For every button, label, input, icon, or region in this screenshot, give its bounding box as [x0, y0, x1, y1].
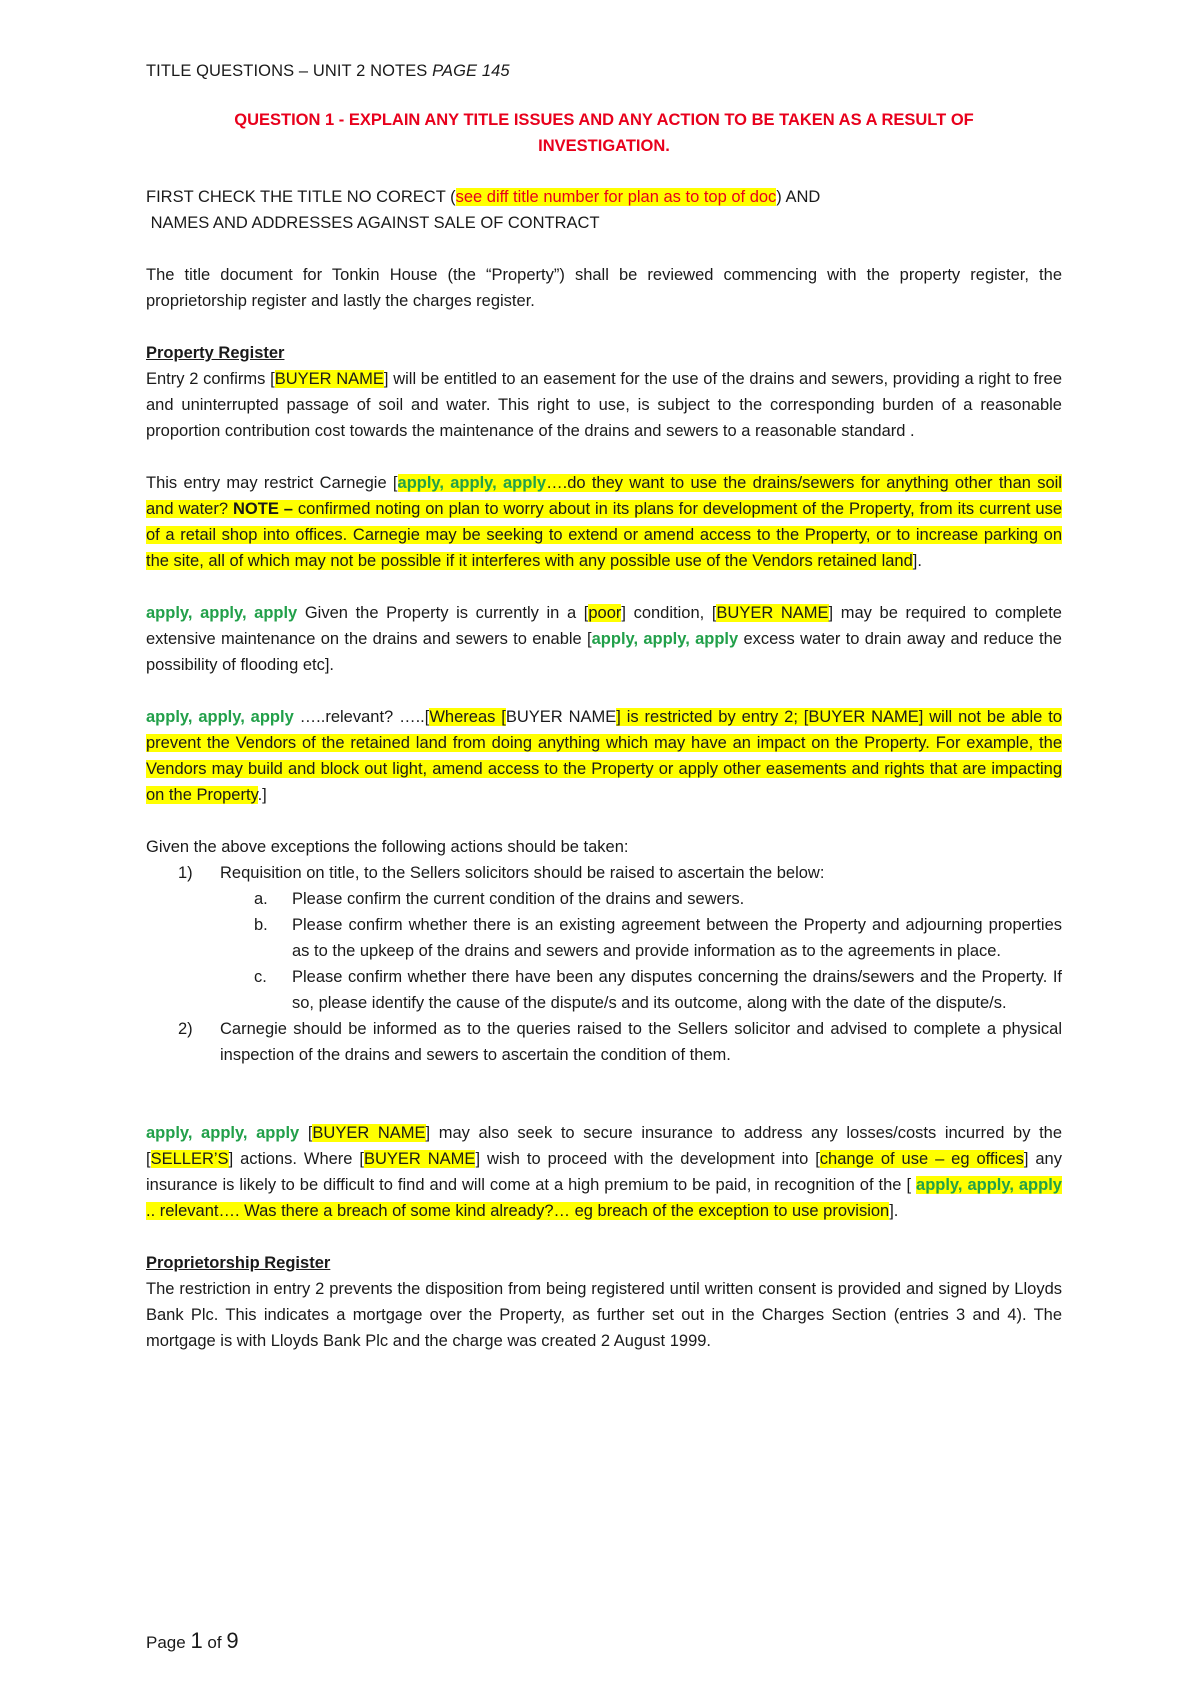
apply-marker: apply, apply, apply: [146, 1124, 300, 1142]
buyer-name-placeholder: BUYER NAME: [274, 370, 384, 388]
footer-page-total: 9: [226, 1628, 239, 1653]
property-register-paragraph-1: [146, 366, 1062, 444]
text-run: Entry 2 confirms [: [146, 370, 275, 388]
property-register-paragraph-4: [146, 704, 1062, 808]
buyer-name-placeholder: BUYER NAME: [716, 604, 829, 622]
highlighted-text: confirmed noting on plan to worry about in its plans for development of the Property, from its current use of a retail shop into offices. Carnegie may be seeking to extend or amend access to the Property, or to increase parking on the site, all of which may not be possible if it interferes with any possible use of the Vendors retained land: [146, 500, 1062, 570]
check-note: see diff title number for plan as to top of doc: [455, 188, 777, 206]
buyer-name-placeholder: BUYER NAME: [312, 1124, 426, 1142]
text-run: ] condition, [: [621, 604, 717, 622]
proprietorship-register-heading: Proprietorship Register: [146, 1254, 331, 1272]
requisition-text: Please confirm the current condition of the drains and sewers.: [292, 890, 745, 908]
page-footer: [146, 1628, 239, 1654]
property-register-paragraph-5: [146, 1120, 1062, 1224]
text-run: …..relevant? …..[: [293, 708, 430, 726]
seller-placeholder: SELLER’S: [150, 1150, 229, 1168]
action-item-1: [146, 860, 1062, 1016]
note-label: NOTE –: [232, 500, 293, 518]
condition-placeholder: poor: [588, 604, 622, 622]
actions-intro: Given the above exceptions the following actions should be taken:: [146, 838, 629, 856]
action-item-2: [146, 1016, 1062, 1068]
action-text: Requisition on title, to the Sellers solicitors should be raised to ascertain the below:: [220, 864, 825, 882]
header-title: TITLE QUESTIONS – UNIT 2 NOTES: [146, 62, 433, 80]
text-run: ].: [889, 1202, 899, 1220]
text-run: ] any insurance is likely to be difficult to find and will come at a high premium to be paid, in recognition of the [: [146, 1150, 1062, 1194]
text-run: [: [299, 1124, 313, 1142]
actions-list: [146, 860, 1062, 1068]
property-register-paragraph-3: [146, 600, 1062, 678]
names-check-line: NAMES AND ADDRESSES AGAINST SALE OF CONTRACT: [146, 214, 600, 232]
text-run: ].: [912, 552, 922, 570]
text-run: ] will be entitled to an easement for the use of the drains and sewers, providing a right to free and uninterrupted passage of soil and water. This right to use, is subject to the corresponding burden of a reasonable proportion contribution cost towards the maintenance of the drains and sewers to a reasonable standard .: [146, 370, 1062, 440]
requisition-item-b: [220, 912, 1062, 964]
highlighted-text: Whereas [: [429, 708, 506, 726]
buyer-name-placeholder: BUYER NAME: [505, 708, 617, 726]
text-run: ] may also seek to secure insurance to address any losses/costs incurred by the [: [146, 1124, 1063, 1168]
apply-marker: apply, apply, apply: [916, 1176, 1062, 1194]
text-run: Given the Property is currently in a [: [297, 604, 589, 622]
page-header: [146, 58, 1062, 84]
text-run: ] wish to proceed with the development into [: [475, 1150, 820, 1168]
header-page-ref: PAGE 145: [432, 62, 510, 80]
apply-marker: apply, apply, apply: [146, 708, 294, 726]
text-run: .]: [257, 786, 267, 804]
title-check-line: [146, 184, 1062, 210]
highlighted-text: ….do they want to use the drains/sewers for anything other than soil and water?: [146, 474, 1062, 518]
intro-paragraph: The title document for Tonkin House (the “Property”) shall be reviewed commencing with the property register, the proprietorship register and lastly the charges register.: [146, 266, 1062, 310]
list-marker: 1): [178, 864, 193, 882]
action-text: Carnegie should be informed as to the queries raised to the Sellers solicitor and advised to complete a physical inspection of the drains and sewers to ascertain the condition of them.: [220, 1020, 1062, 1064]
text-run: excess water to drain away and reduce the possibility of flooding etc].: [146, 630, 1062, 674]
requisition-item-a: [220, 886, 1062, 912]
highlighted-text: ] is restricted by entry 2; [BUYER NAME] will not be able to prevent the Vendors of the retained land from doing anything which may have an impact on the Property. For example, the Vendors may build and block out light, amend access to the Property or apply other easements and rights that are impacting on the Property: [146, 708, 1062, 804]
requisition-text: Please confirm whether there is an existing agreement between the Property and adjourning properties as to the upkeep of the drains and sewers and provide information as to the agreements in place.: [292, 916, 1062, 960]
requisitions-list: [146, 886, 1062, 1016]
text-run: This entry may restrict Carnegie [: [146, 474, 398, 492]
apply-marker: apply, apply, apply: [146, 604, 298, 622]
list-marker: c.: [254, 968, 267, 986]
document-body: [146, 58, 1062, 1354]
text-run: ] actions. Where [: [228, 1150, 364, 1168]
question-line-2: INVESTIGATION.: [538, 137, 670, 155]
property-register-paragraph-2: [146, 470, 1062, 574]
check-text-post: ) AND: [776, 188, 821, 206]
property-register-heading: Property Register: [146, 344, 285, 362]
check-text-pre: FIRST CHECK THE TITLE NO CORECT (: [146, 188, 456, 206]
text-run: ] may be required to complete extensive maintenance on the drains and sewers to enable [: [146, 604, 1062, 648]
list-marker: 2): [178, 1020, 193, 1038]
footer-of-label: of: [202, 1633, 227, 1652]
requisition-item-c: [220, 964, 1062, 1016]
proprietorship-register-paragraph: The restriction in entry 2 prevents the disposition from being registered until written consent is provided and signed by Lloyds Bank Plc. This indicates a mortgage over the Property, as further set out in the Charges Section (entries 3 and 4). The mortgage is with Lloyds Bank Plc and the charge was created 2 August 1999.: [146, 1280, 1062, 1350]
apply-marker: apply, apply, apply: [397, 474, 547, 492]
list-marker: b.: [254, 916, 268, 934]
change-of-use-placeholder: change of use – eg offices: [819, 1150, 1024, 1168]
buyer-name-placeholder: BUYER NAME: [363, 1150, 476, 1168]
footer-page-number: 1: [190, 1628, 203, 1653]
list-marker: a.: [254, 890, 268, 908]
question-line-1: QUESTION 1 - EXPLAIN ANY TITLE ISSUES AND ANY ACTION TO BE TAKEN AS A RESULT OF: [234, 111, 974, 129]
highlighted-text: .. relevant…. Was there a breach of some kind already?… eg breach of the exception to use provision: [146, 1202, 890, 1220]
requisition-text: Please confirm whether there have been any disputes concerning the drains/sewers and the Property. If so, please identify the cause of the dispute/s and its outcome, along with the date of the dispute/s.: [292, 968, 1062, 1012]
apply-marker: apply, apply, apply: [591, 630, 739, 648]
question-heading: [146, 107, 1062, 159]
footer-page-label: Page: [146, 1633, 191, 1652]
